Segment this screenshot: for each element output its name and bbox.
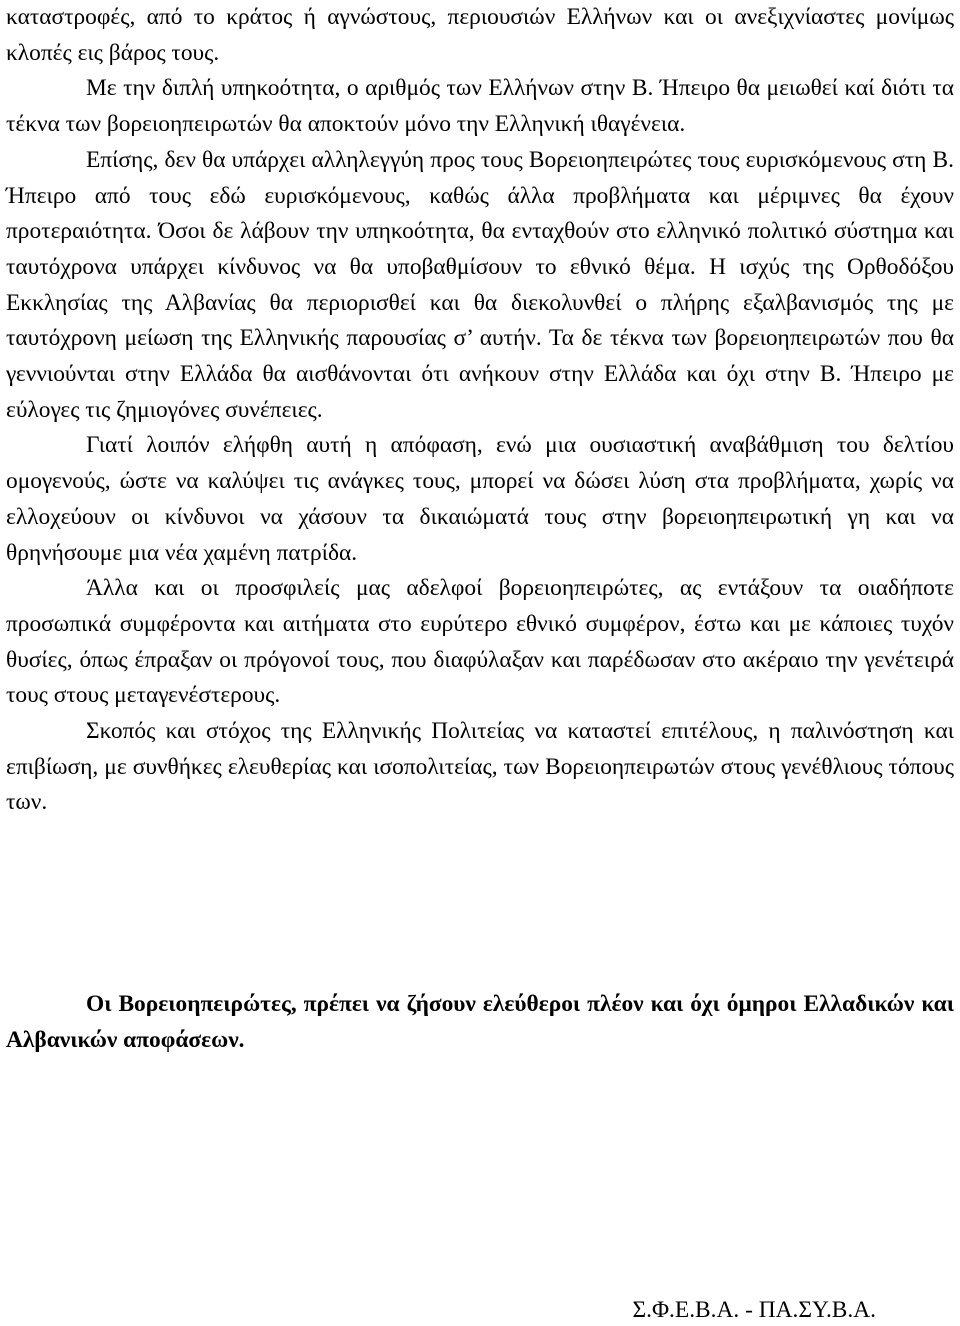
signature: Σ.Φ.Ε.Β.Α. - ΠΑ.ΣΥ.Β.Α.: [632, 1297, 876, 1323]
paragraph-decision-question: Γιατί λοιπόν ελήφθη αυτή η απόφαση, ενώ μια ουσιαστική αναβάθμιση του δελτίου ομογενούς, ώστε να καλύψει τις ανάγκες τους, μπορεί να δώσει λύση στα προβλήματα, χωρίς να ελλοχεύουν οι κίνδυνοι να χάσουν τα δικαιώματά τους στην βορειοηπειρωτική γη και να θρηνήσουμε μια νέα χαμένη πατρίδα.: [6, 432, 954, 566]
paragraph-solidarity: Επίσης, δεν θα υπάρχει αλληλεγγύη προς τους Βορειοηπειρώτες τους ευρισκόμενους στη Β. Ήπειρο από τους εδώ ευρισκόμενους, καθώς άλλα προβλήματα και μέριμνες θα έχουν προτεραιότητα. Όσοι δε λάβουν την υπηκοότητα, θα ενταχθούν στο ελληνικό πολιτικό σύστημα και ταυτόχρονα υπάρχει κίνδυνος να θα υποβαθμίσουν το εθνικό θέμα. Η ισχύς της Ορθοδόξου Εκκλησίας της Αλβανίας θα περιορισθεί και θα διεκολυνθεί ο πλήρης εξαλβανισμός της με ταυτόχρονη μείωση της Ελληνικής παρουσίας σ’ αυτήν. Τα δε τέκνα των βορειοηπειρωτών που θα γεννιούνται στην Ελλάδα θα αισθάνονται ότι ανήκουν στην Ελλάδα και όχι στην Β. Ήπειρο με εύλογες τις ζημιογόνες συνέπειες.: [6, 146, 954, 423]
document-page: [6, 0, 954, 1326]
paragraph-brothers-appeal: Άλλα και οι προσφιλείς μας αδελφοί βορειοηπειρώτες, ας εντάξουν τα οιαδήποτε προσωπικά συμφέροντα και αιτήματα στο ευρύτερο εθνικό συμφέρον, έστω και με κάποιες τυχόν θυσίες, όπως έπραξαν οι πρόγονοί τους, που διαφύλαξαν και παρέδωσαν στο ακέραιο την γενέτειρά τους στους μεταγενέστερους.: [6, 575, 954, 709]
document-body: [6, 0, 954, 821]
conclusion-statement: Οι Βορειοηπειρώτες, πρέπει να ζήσουν ελεύθεροι πλέον και όχι όμηροι Ελλαδικών και Αλβανικών αποφάσεων.: [6, 991, 954, 1053]
paragraph-continuation: καταστροφές, από το κράτος ή αγνώστους, περιουσιών Ελλήνων και οι ανεξιχνίαστες μονίμως κλοπές εις βάρος τους.: [6, 4, 954, 66]
paragraph-state-goal: Σκοπός και στόχος της Ελληνικής Πολιτείας να καταστεί επιτέλους, η παλινόστηση και επιβίωση, με συνθήκες ελευθερίας και ισοπολιτείας, των Βορειοηπειρωτών στους γενέθλιους τόπους των.: [6, 718, 954, 816]
paragraph-dual-citizenship: Με την διπλή υπηκοότητα, ο αριθμός των Ελλήνων στην Β. Ήπειρο θα μειωθεί καί διότι τα τέκνα των βορειοηπειρωτών θα αποκτούν μόνο την Ελληνική ιθαγένεια.: [6, 75, 954, 138]
